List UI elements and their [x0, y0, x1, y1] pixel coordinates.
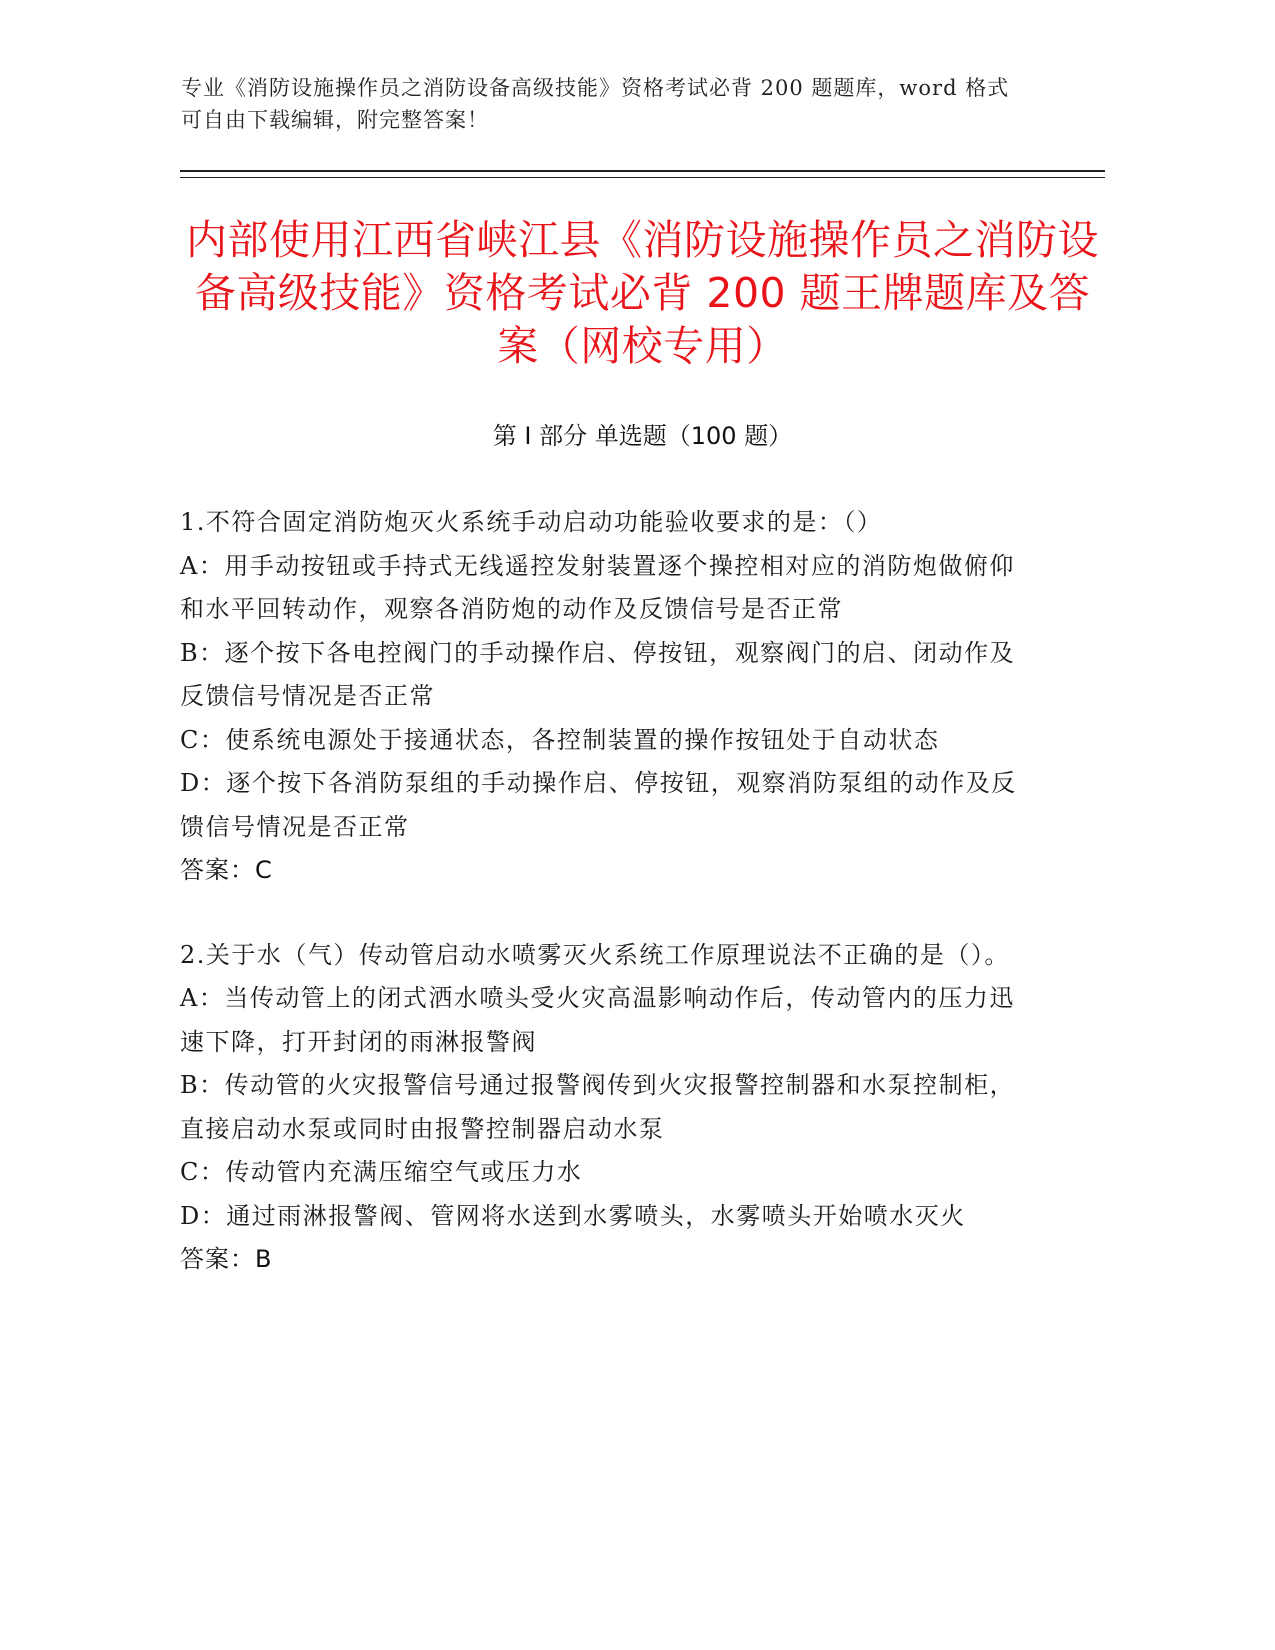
header-divider-thin: [180, 177, 1105, 178]
option-d: D：逐个按下各消防泵组的手动操作启、停按钮，观察消防泵组的动作及反馈信号情况是否正常: [180, 769, 1017, 841]
option-b: B：传动管的火灾报警信号通过报警阀传到火灾报警控制器和水泵控制柜，直接启动水泵或同时由报警控制器启动水泵: [180, 1071, 1016, 1143]
option-a: A：用手动按钮或手持式无线遥控发射装置逐个操控相对应的消防炮做俯仰和水平回转动作，观察各消防炮的动作及反馈信号是否正常: [180, 551, 1015, 623]
header-note: 专业《消防设施操作员之消防设备高级技能》资格考试必背 200 题题库，word 格式可自由下载编辑，附完整答案！: [181, 76, 1010, 132]
option-b: B：逐个按下各电控阀门的手动操作启、停按钮，观察阀门的启、闭动作及反馈信号情况是否正常: [180, 638, 1016, 710]
option-c: C：传动管内充满压缩空气或压力水: [180, 1158, 583, 1186]
question-stem: 1.不符合固定消防炮灭火系统手动启动功能验收要求的是：（）: [180, 508, 883, 536]
option-a: A：当传动管上的闭式洒水喷头受火灾高温影响动作后，传动管内的压力迅速下降，打开封闭的雨淋报警阀: [180, 984, 1015, 1056]
section-heading: 第 I 部分 单选题（100 题）: [492, 422, 793, 450]
question-stem: 2.关于水（气）传动管启动水喷雾灭火系统工作原理说法不正确的是（）。: [180, 940, 1010, 969]
answer-line: 答案：C: [180, 856, 273, 884]
option-d: D：通过雨淋报警阀、管网将水送到水雾喷头，水雾喷头开始喷水灭火: [180, 1201, 966, 1230]
header-divider-thick: [180, 170, 1105, 172]
question-2: [180, 934, 1030, 1282]
document-title: 内部使用江西省峡江县《消防设施操作员之消防设备高级技能》资格考试必背 200 题王牌题库及答案（网校专用）: [186, 216, 1099, 370]
question-1: [180, 501, 1030, 893]
question-list: [180, 501, 1030, 1323]
option-c: C：使系统电源处于接通状态，各控制装置的操作按钮处于自动状态: [180, 725, 940, 754]
answer-line: 答案：B: [180, 1245, 273, 1273]
